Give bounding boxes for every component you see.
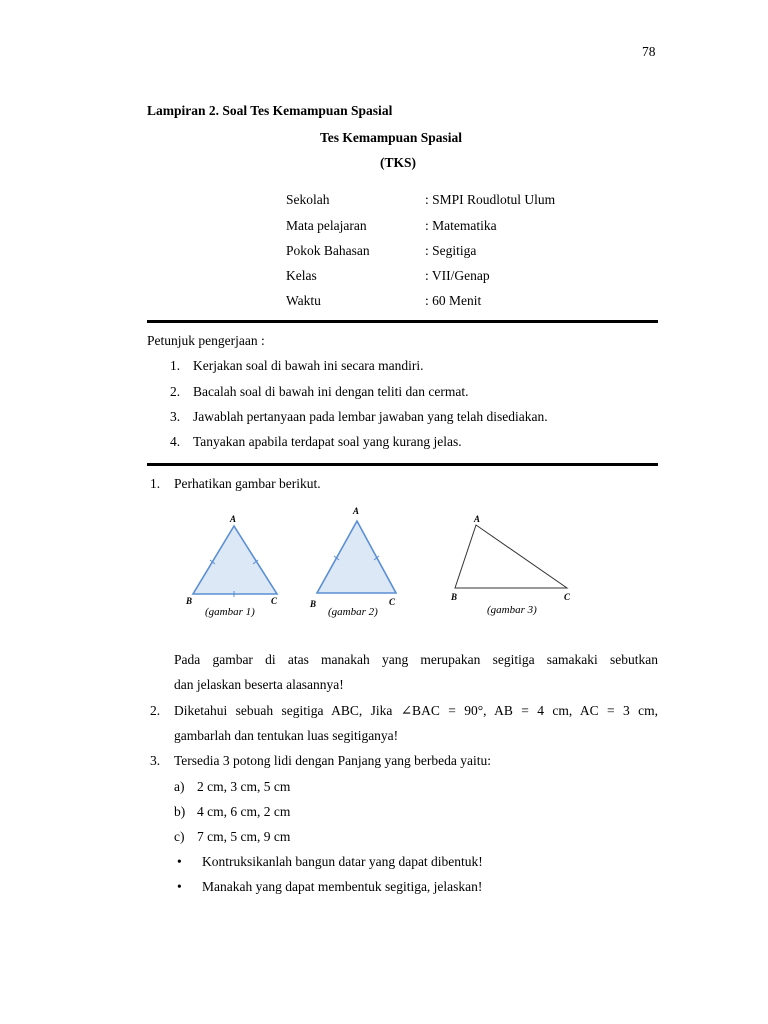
q3-option-text: 7 cm, 5 cm, 9 cm — [197, 829, 291, 844]
q3-option-text: 4 cm, 6 cm, 2 cm — [197, 804, 291, 819]
q3-option-label: c) — [174, 829, 185, 844]
figure-2-triangle — [309, 506, 396, 609]
instruction-num: 4. — [170, 434, 181, 449]
info-value-subject: : Matematika — [425, 218, 497, 233]
figure-3-shape — [455, 525, 567, 588]
test-title: Tes Kemampuan Spasial — [320, 130, 463, 145]
figure-2-caption: (gambar 2) — [328, 606, 378, 618]
figure-1-vertex-c: C — [271, 596, 278, 606]
q3-option-text: 2 cm, 3 cm, 5 cm — [197, 779, 291, 794]
instruction-text: Kerjakan soal di bawah ini secara mandiri. — [193, 358, 424, 373]
q2-line-2: gambarlah dan tentukan luas segitiganya! — [174, 728, 399, 743]
figure-3-caption: (gambar 3) — [487, 604, 537, 616]
figure-2-shape — [317, 521, 396, 593]
figure-1-shape — [193, 526, 277, 594]
bullet-icon: • — [177, 879, 182, 894]
figure-1-caption: (gambar 1) — [205, 606, 255, 618]
figure-3-triangle — [450, 514, 571, 602]
info-value-topic: : Segitiga — [425, 243, 477, 258]
q3-bullet-text: Kontruksikanlah bangun datar yang dapat dibentuk! — [202, 854, 483, 869]
q1-question-line-2: dan jelaskan beserta alasannya! — [174, 677, 344, 692]
q3-option-label: a) — [174, 779, 185, 794]
test-abbrev: (TKS) — [380, 155, 417, 170]
q1-question-line-1: Pada gambar di atas manakah yang merupakan segitiga samakaki sebutkan — [174, 652, 658, 667]
info-label-topic: Pokok Bahasan — [286, 243, 370, 258]
appendix-title: Lampiran 2. Soal Tes Kemampuan Spasial — [147, 103, 393, 118]
page-number: 78 — [642, 44, 656, 59]
figure-3-vertex-a: A — [474, 514, 481, 524]
instruction-text: Tanyakan apabila terdapat soal yang kurang jelas. — [193, 434, 462, 449]
q3-option-label: b) — [174, 804, 186, 819]
figure-3-vertex-b: B — [451, 592, 458, 602]
figure-3-vertex-c: C — [564, 592, 571, 602]
info-value-class: : VII/Genap — [425, 268, 490, 283]
q2-line-1: Diketahui sebuah segitiga ABC, Jika ∠BAC = 90°, AB = 4 cm, AC = 3 cm, — [174, 703, 658, 718]
figure-1-vertex-a: A — [230, 514, 237, 524]
figure-2-vertex-b: B — [310, 599, 317, 609]
figure-1-triangle — [185, 514, 278, 606]
q3-number: 3. — [150, 753, 161, 768]
instruction-num: 3. — [170, 409, 181, 424]
q1-number: 1. — [150, 476, 161, 491]
instruction-text: Jawablah pertanyaan pada lembar jawaban yang telah disediakan. — [193, 409, 548, 424]
info-label-subject: Mata pelajaran — [286, 218, 367, 233]
info-value-school: : SMPI Roudlotul Ulum — [425, 192, 556, 207]
info-label-time: Waktu — [286, 293, 321, 308]
instruction-num: 2. — [170, 384, 181, 399]
bullet-icon: • — [177, 854, 182, 869]
q3-bullet-text: Manakah yang dapat membentuk segitiga, jelaskan! — [202, 879, 483, 894]
instruction-num: 1. — [170, 358, 181, 373]
q3-text: Tersedia 3 potong lidi dengan Panjang yang berbeda yaitu: — [174, 753, 491, 768]
figure-2-vertex-c: C — [389, 597, 396, 607]
q2-number: 2. — [150, 703, 161, 718]
instructions-heading: Petunjuk pengerjaan : — [147, 333, 265, 348]
figure-2-vertex-a: A — [353, 506, 360, 516]
info-label-school: Sekolah — [286, 192, 330, 207]
info-value-time: : 60 Menit — [425, 293, 482, 308]
instruction-text: Bacalah soal di bawah ini dengan teliti dan cermat. — [193, 384, 469, 399]
q1-text: Perhatikan gambar berikut. — [174, 476, 321, 491]
figure-1-vertex-b: B — [186, 596, 193, 606]
info-label-class: Kelas — [286, 268, 317, 283]
